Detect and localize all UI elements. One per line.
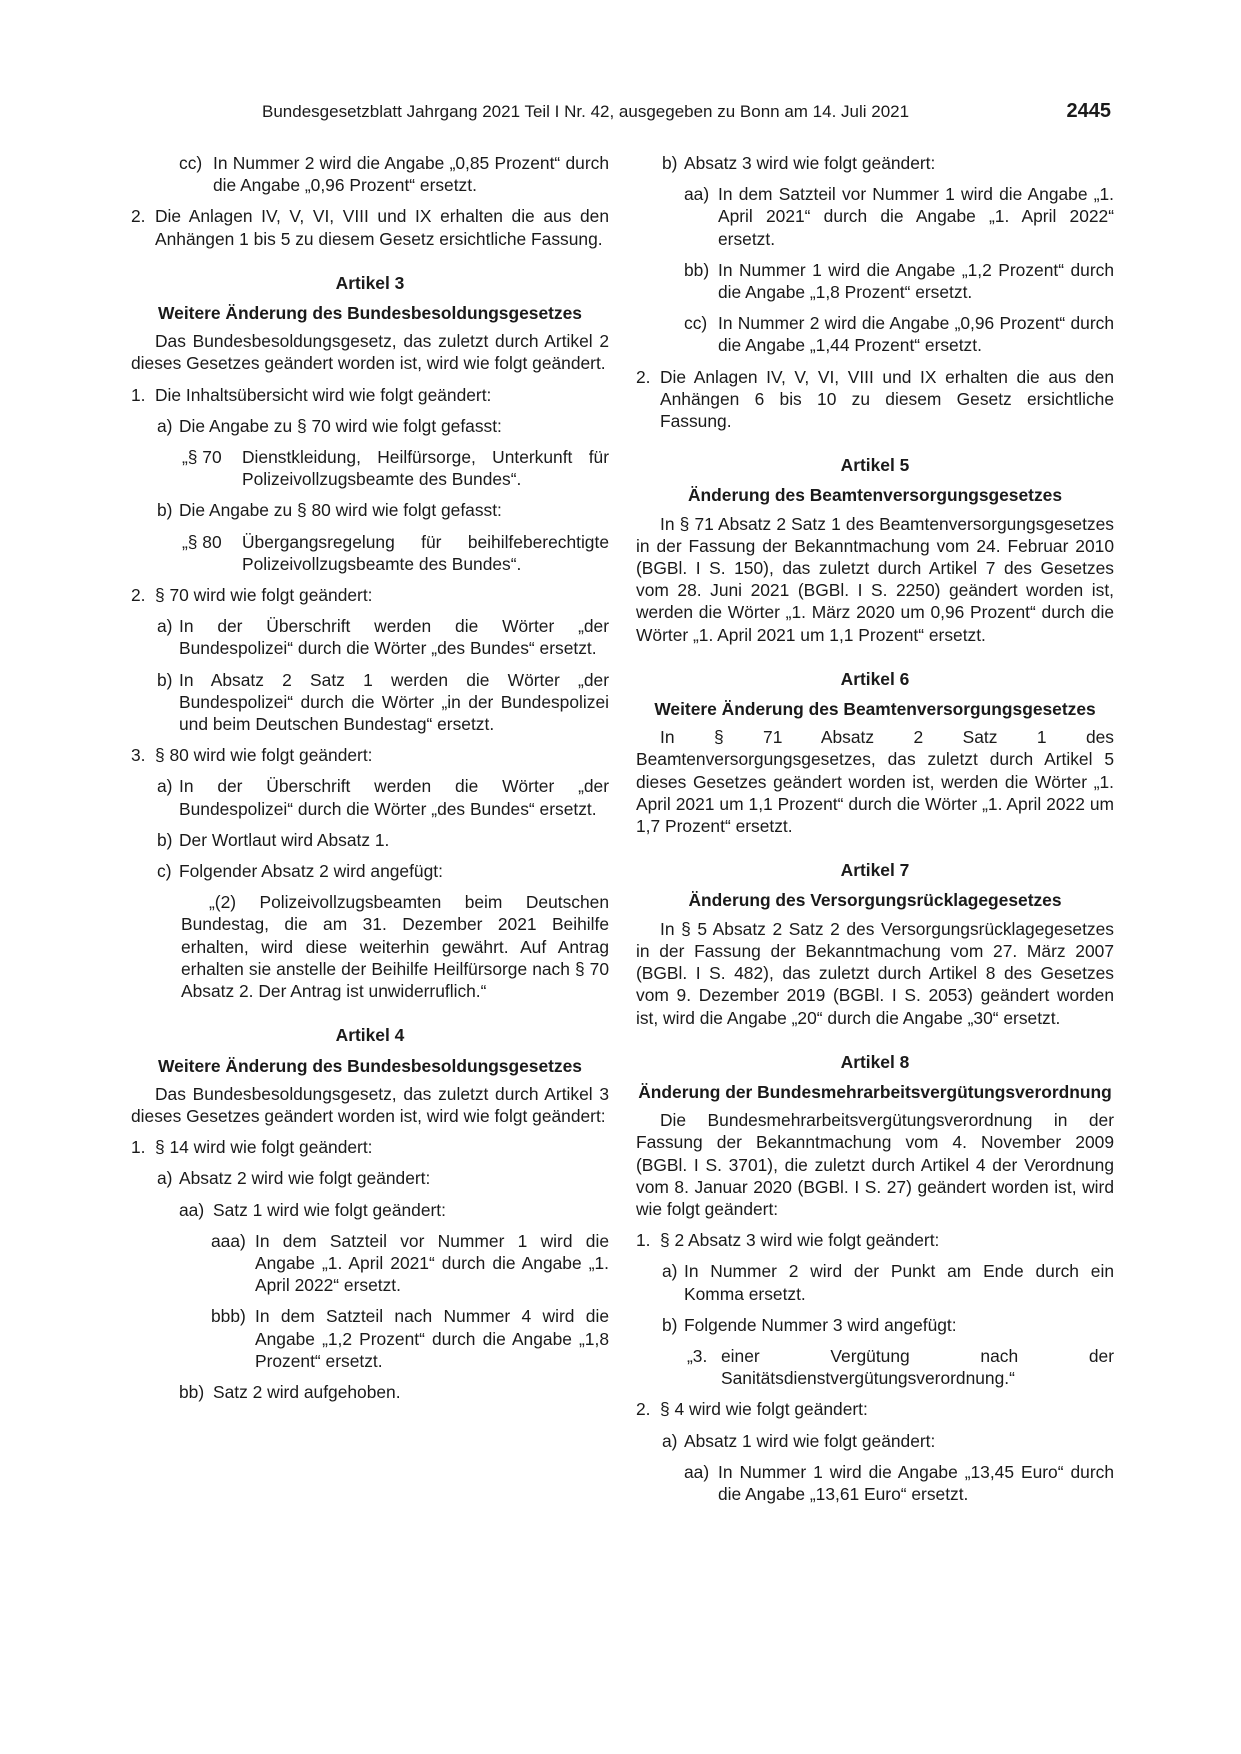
item-text: In dem Satzteil nach Nummer 4 wird die Angabe „1,2 Prozent“ durch die Angabe „1,8 Prozent“ ersetzt.	[255, 1306, 609, 1371]
list-item	[131, 205, 609, 249]
article-text: In § 5 Absatz 2 Satz 2 des Versorgungsrücklagegesetzes in der Fassung der Bekanntmachung vom 27. März 2007 (BGBl. I S. 482), das zuletzt durch Artikel 8 des Gesetzes vom 9. Dezember 2019 (BGBl. I S. 2053) geändert worden ist, wird die Angabe „20“ durch die Angabe „30“ ersetzt.	[636, 918, 1114, 1028]
article-heading: Artikel 6	[840, 668, 910, 689]
item-text: Satz 1 wird wie folgt geändert:	[213, 1199, 446, 1220]
article-heading: Artikel 3	[335, 272, 405, 293]
list-item	[636, 1229, 1114, 1251]
list-item	[636, 1398, 1114, 1420]
article-intro: Das Bundesbesoldungsgesetz, das zuletzt durch Artikel 3 dieses Gesetzes geändert worden ist, wird wie folgt geändert:	[131, 1083, 609, 1126]
quote-label: „§ 70	[182, 447, 222, 468]
list-item	[131, 829, 609, 851]
item-label: bbb)	[211, 1306, 246, 1327]
item-text: In der Überschrift werden die Wörter „der Bundespolizei“ durch die Wörter „des Bundes“ ersetzt.	[179, 616, 609, 659]
item-label: b)	[662, 153, 678, 173]
list-item	[636, 152, 1114, 174]
list-item	[131, 1136, 609, 1158]
list-item	[636, 1260, 1114, 1304]
quote-item	[131, 531, 609, 575]
list-item	[131, 384, 609, 406]
article-text: In § 71 Absatz 2 Satz 1 des Beamtenversorgungsgesetzes, das zuletzt durch Artikel 5 dieses Gesetzes geändert worden ist, werden die Wörter „1. April 2021 um 1,1 Prozent“ durch die Wörter „1. April 2022 um 1,7 Prozent“ ersetzt.	[636, 727, 1114, 837]
item-label: c)	[157, 861, 172, 882]
item-label: 2.	[636, 366, 651, 387]
list-item	[636, 1314, 1114, 1336]
item-text: § 80 wird wie folgt geändert:	[155, 745, 373, 766]
item-text: In Nummer 1 wird die Angabe „13,45 Euro“ durch die Angabe „13,61 Euro“ ersetzt.	[718, 1461, 1114, 1504]
item-text: Absatz 2 wird wie folgt geändert:	[179, 1168, 431, 1189]
list-item	[636, 259, 1114, 303]
item-label: a)	[157, 616, 173, 637]
list-item	[131, 1381, 609, 1403]
list-item	[636, 183, 1114, 250]
item-label: a)	[157, 1168, 173, 1189]
item-label: b)	[157, 829, 173, 850]
article-title: Weitere Änderung des Bundesbesoldungsgesetzes	[158, 1055, 582, 1076]
item-text: In Nummer 1 wird die Angabe „1,2 Prozent“ durch die Angabe „1,8 Prozent“ ersetzt.	[718, 259, 1114, 303]
item-label: aa)	[684, 1461, 710, 1482]
item-text: Absatz 1 wird wie folgt geändert:	[684, 1430, 936, 1451]
list-item	[636, 1461, 1114, 1505]
item-label: a)	[157, 415, 173, 436]
item-label: a)	[157, 776, 173, 797]
item-label: a)	[662, 1261, 678, 1282]
list-item	[131, 499, 609, 521]
item-label: bb)	[179, 1381, 205, 1402]
header-text: Bundesgesetzblatt Jahrgang 2021 Teil I Nr. 42, ausgegeben zu Bonn am 14. Juli 2021	[262, 102, 910, 121]
list-item	[131, 1167, 609, 1189]
item-label: aaa)	[211, 1230, 246, 1251]
item-label: cc)	[684, 313, 708, 334]
item-text: § 14 wird wie folgt geändert:	[155, 1137, 373, 1158]
item-text: Die Anlagen IV, V, VI, VIII und IX erhalten die aus den Anhängen 1 bis 5 zu diesem Gesetz ersichtliche Fassung.	[155, 206, 609, 249]
quote-label: „§ 80	[182, 531, 222, 552]
list-item	[636, 312, 1114, 356]
item-text: Der Wortlaut wird Absatz 1.	[179, 829, 390, 850]
article-title: Weitere Änderung des Bundesbesoldungsgesetzes	[158, 303, 582, 324]
item-text: Die Angabe zu § 70 wird wie folgt gefasst:	[179, 415, 502, 436]
list-item	[131, 744, 609, 766]
quote-text: Übergangsregelung für beihilfeberechtigte Polizeivollzugsbeamte des Bundes“.	[242, 531, 609, 574]
quote-text: Dienstkleidung, Heilfürsorge, Unterkunft für Polizeivollzugsbeamte des Bundes“.	[242, 447, 609, 490]
article-title: Änderung der Bundesmehrarbeitsvergütungsverordnung	[638, 1081, 1112, 1102]
right-column	[636, 152, 1114, 1514]
article-title: Änderung des Versorgungsrücklagegesetzes	[688, 890, 1062, 911]
list-item	[131, 860, 609, 882]
item-text: Die Inhaltsübersicht wird wie folgt geändert:	[155, 384, 492, 405]
article-title: Änderung des Beamtenversorgungsgesetzes	[687, 485, 1062, 506]
item-text: In Nummer 2 wird der Punkt am Ende durch ein Komma ersetzt.	[684, 1261, 1114, 1304]
page-number: 2445	[1066, 100, 1111, 122]
item-label: b)	[157, 500, 173, 521]
item-text: § 4 wird wie folgt geändert:	[660, 1399, 868, 1420]
item-label: aa)	[179, 1199, 205, 1220]
item-label: aa)	[684, 184, 710, 205]
article-text: In § 71 Absatz 2 Satz 1 des Beamtenversorgungsgesetzes in der Fassung der Bekanntmachung vom 24. Februar 2010 (BGBl. I S. 150), das zuletzt durch Artikel 7 des Gesetzes vom 28. Juni 2021 (BGBl. I S. 2250) geändert worden ist, werden die Wörter „1. März 2020 um 0,96 Prozent“ durch die Wörter „1. April 2021 um 1,1 Prozent“ ersetzt.	[636, 513, 1114, 645]
item-text: In Nummer 2 wird die Angabe „0,85 Prozent“ durch die Angabe „0,96 Prozent“ ersetzt.	[213, 153, 609, 196]
item-text: § 70 wird wie folgt geändert:	[155, 585, 373, 606]
item-text: Folgende Nummer 3 wird angefügt:	[684, 1314, 957, 1335]
item-text: Absatz 3 wird wie folgt geändert:	[684, 153, 936, 173]
item-text: In dem Satzteil vor Nummer 1 wird die Angabe „1. April 2021“ durch die Angabe „1. April 2022“ ersetzt.	[255, 1230, 609, 1296]
item-label: 2.	[131, 585, 146, 606]
item-text: In dem Satzteil vor Nummer 1 wird die Angabe „1. April 2021“ durch die Angabe „1. April 2022“ ersetzt.	[718, 184, 1114, 249]
list-item	[131, 669, 609, 736]
list-item	[131, 415, 609, 437]
quoted-paragraph: „(2) Polizeivollzugsbeamten beim Deutschen Bundestag, die am 31. Dezember 2021 Beihilfe erhalten, wird diese weiterhin gewährt. Auf Antrag erhalten sie anstelle der Beihilfe Heilfürsorge nach § 70 Absatz 2. Der Antrag ist unwiderruflich.“	[181, 892, 609, 1002]
quote-item	[131, 446, 609, 490]
list-item	[131, 1230, 609, 1297]
list-item	[131, 584, 609, 606]
article-intro: Das Bundesbesoldungsgesetz, das zuletzt durch Artikel 2 dieses Gesetzes geändert worden ist, wird wie folgt geändert.	[131, 331, 609, 374]
quote-label: „3.	[687, 1345, 708, 1366]
page-header	[262, 100, 1111, 128]
list-item	[131, 1305, 609, 1372]
item-text: Die Anlagen IV, V, VI, VIII und IX erhalten die aus den Anhängen 6 bis 10 zu diesem Gesetz ersichtliche Fassung.	[660, 366, 1114, 432]
list-item	[131, 775, 609, 819]
item-text: In Absatz 2 Satz 1 werden die Wörter „der Bundespolizei“ durch die Wörter „in der Bundespolizei und beim Deutschen Bundestag“ ersetzt.	[179, 669, 609, 735]
item-text: Die Angabe zu § 80 wird wie folgt gefasst:	[179, 500, 502, 521]
list-item	[131, 152, 609, 196]
article-title: Weitere Änderung des Beamtenversorgungsgesetzes	[654, 699, 1096, 720]
item-label: b)	[157, 669, 173, 690]
list-item	[131, 615, 609, 659]
article-heading: Artikel 4	[335, 1025, 405, 1046]
item-label: a)	[662, 1430, 678, 1451]
item-label: cc)	[179, 153, 203, 173]
item-label: 1.	[636, 1230, 651, 1251]
item-label: 1.	[131, 384, 146, 405]
item-text: In Nummer 2 wird die Angabe „0,96 Prozent“ durch die Angabe „1,44 Prozent“ ersetzt.	[718, 313, 1114, 356]
item-label: b)	[662, 1314, 678, 1335]
article-heading: Artikel 8	[840, 1051, 910, 1072]
quote-text: einer Vergütung nach der Sanitätsdienstvergütungsverordnung.“	[721, 1345, 1114, 1389]
article-heading: Artikel 7	[840, 860, 910, 881]
left-column	[131, 152, 609, 1412]
item-label: 3.	[131, 745, 146, 766]
item-text: In der Überschrift werden die Wörter „der Bundespolizei“ durch die Wörter „des Bundes“ ersetzt.	[179, 776, 609, 819]
item-label: bb)	[684, 259, 710, 280]
list-item	[636, 1430, 1114, 1452]
item-label: 2.	[131, 206, 146, 227]
article-intro: Die Bundesmehrarbeitsvergütungsverordnung in der Fassung der Bekanntmachung vom 4. November 2009 (BGBl. I S. 3701), die zuletzt durch Artikel 4 der Verordnung vom 8. Januar 2020 (BGBl. I S. 27) geändert worden ist, wird wie folgt geändert:	[636, 1110, 1114, 1219]
item-text: § 2 Absatz 3 wird wie folgt geändert:	[660, 1230, 940, 1251]
item-text: Satz 2 wird aufgehoben.	[213, 1381, 401, 1402]
item-label: 1.	[131, 1137, 146, 1158]
list-item	[636, 366, 1114, 433]
item-label: 2.	[636, 1399, 651, 1420]
list-item	[131, 1199, 609, 1221]
item-text: Folgender Absatz 2 wird angefügt:	[179, 861, 443, 882]
article-heading: Artikel 5	[840, 455, 910, 476]
quote-item	[636, 1345, 1114, 1389]
